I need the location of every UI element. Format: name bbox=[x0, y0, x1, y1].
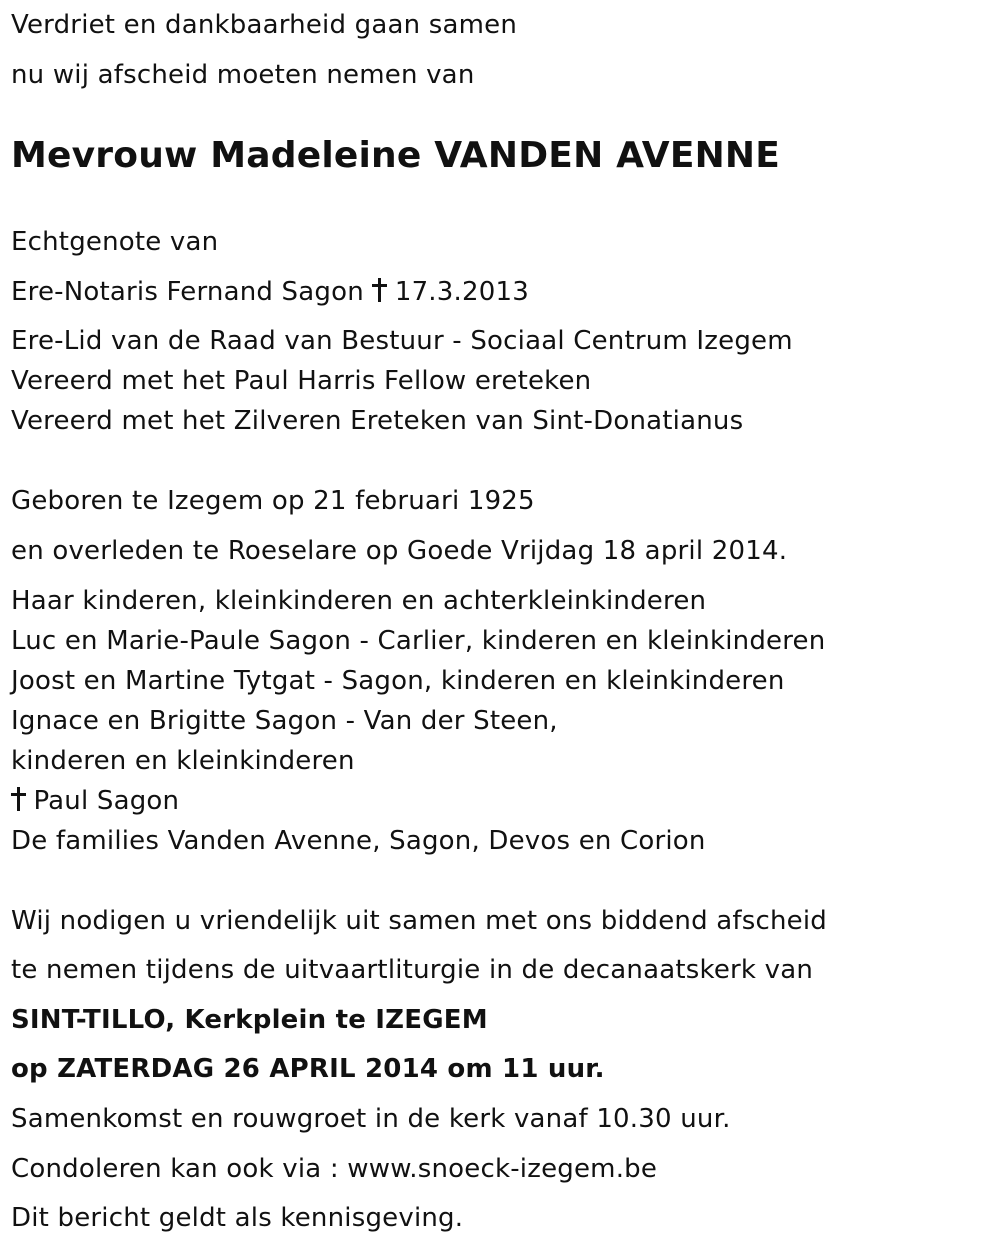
birth-line: Geboren te Izegem op 21 februari 1925 bbox=[11, 486, 535, 516]
spouse-death-date: 17.3.2013 bbox=[394, 277, 529, 307]
deceased-family-member bbox=[11, 785, 179, 817]
intro-line-2: nu wij afscheid moeten nemen van bbox=[11, 60, 475, 90]
family-intro: Haar kinderen, kleinkinderen en achterkleinkinderen bbox=[11, 586, 707, 616]
honor-line: Ere-Lid van de Raad van Bestuur - Sociaal Centrum Izegem bbox=[11, 326, 793, 356]
notice-line: Dit bericht geldt als kennisgeving. bbox=[11, 1203, 464, 1233]
family-line: Luc en Marie-Paule Sagon - Carlier, kinderen en kleinkinderen bbox=[11, 626, 826, 656]
ceremony-date: op ZATERDAG 26 APRIL 2014 om 11 uur. bbox=[11, 1054, 605, 1084]
family-line: Ignace en Brigitte Sagon - Van der Steen, bbox=[11, 706, 558, 736]
honor-line: Vereerd met het Zilveren Ereteken van Sint-Donatianus bbox=[11, 406, 744, 436]
honor-line: Vereerd met het Paul Harris Fellow ereteken bbox=[11, 366, 592, 396]
deceased-name: Mevrouw Madeleine VANDEN AVENNE bbox=[11, 135, 781, 176]
obituary-notice bbox=[11, 0, 991, 1254]
spouse-label: Echtgenote van bbox=[11, 227, 219, 257]
invitation-line-1: Wij nodigen u vriendelijk uit samen met ons biddend afscheid bbox=[11, 906, 828, 936]
cross-icon bbox=[11, 787, 25, 811]
family-line: Joost en Martine Tytgat - Sagon, kinderen en kleinkinderen bbox=[11, 666, 785, 696]
intro-line-1: Verdriet en dankbaarheid gaan samen bbox=[11, 10, 518, 40]
families-line: De families Vanden Avenne, Sagon, Devos en Corion bbox=[11, 826, 706, 856]
spouse-line bbox=[11, 276, 529, 308]
death-line: en overleden te Roeselare op Goede Vrijdag 18 april 2014. bbox=[11, 536, 788, 566]
gathering-line: Samenkomst en rouwgroet in de kerk vanaf 10.30 uur. bbox=[11, 1104, 731, 1134]
spouse-name: Ere-Notaris Fernand Sagon bbox=[11, 277, 364, 307]
condolence-line: Condoleren kan ook via : www.snoeck-izegem.be bbox=[11, 1154, 658, 1184]
invitation-line-2: te nemen tijdens de uitvaartliturgie in de decanaatskerk van bbox=[11, 955, 814, 985]
ceremony-place: SINT-TILLO, Kerkplein te IZEGEM bbox=[11, 1005, 488, 1035]
deceased-member-name: Paul Sagon bbox=[33, 786, 180, 816]
cross-icon bbox=[372, 278, 386, 302]
family-line: kinderen en kleinkinderen bbox=[11, 746, 355, 776]
